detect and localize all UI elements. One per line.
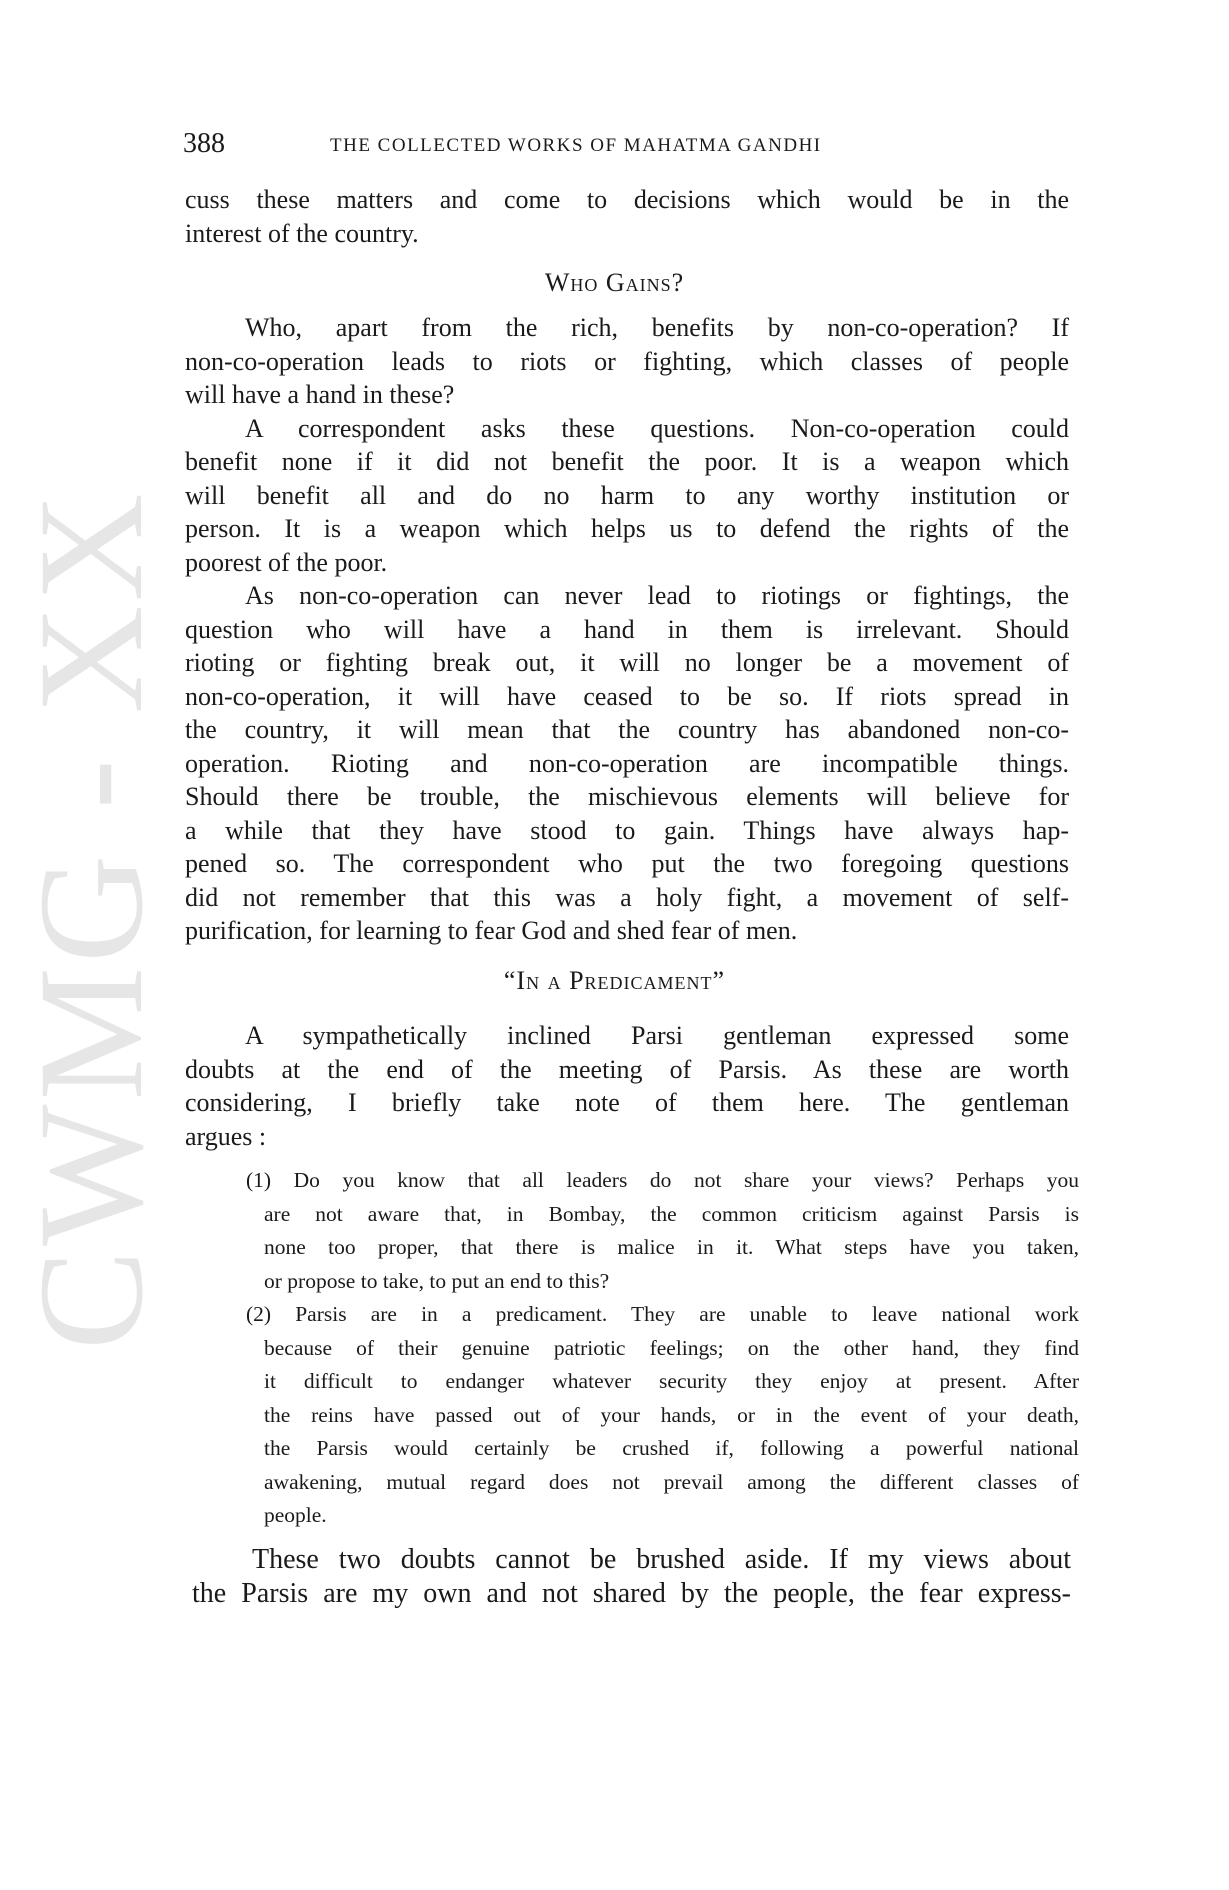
text-line: As non-co-operation can never lead to riotings or fightings, the xyxy=(245,581,1069,610)
quote-line: none too proper, that there is malice in it. What steps have you taken, xyxy=(264,1235,1079,1259)
running-title: THE COLLECTED WORKS OF MAHATMA GANDHI xyxy=(330,135,822,156)
text-line: Should there be trouble, the mischievous elements will believe for xyxy=(185,782,1069,811)
text-line: These two doubts cannot be brushed aside. If my views about xyxy=(252,1544,1071,1575)
text-line: purification, for learning to fear God and shed fear of men. xyxy=(185,916,798,945)
text-line: will benefit all and do no harm to any worthy institution or xyxy=(185,480,1069,510)
quote-line: awakening, mutual regard does not prevail among the different classes of xyxy=(264,1469,1079,1494)
quote-line: the Parsis would certainly be crushed if, following a powerful national xyxy=(264,1436,1079,1460)
text-line: a while that they have stood to gain. Things have always hap- xyxy=(185,815,1069,845)
quoted-argument xyxy=(246,1164,1079,1533)
text-line: non-co-operation, it will have ceased to be so. If riots spread in xyxy=(185,681,1069,711)
page-number: 388 xyxy=(183,128,225,159)
section2-body xyxy=(185,1019,1069,1153)
watermark: CWMG - XX xyxy=(8,489,174,1350)
text-line: argues : xyxy=(185,1121,267,1151)
text-line: will have a hand in these? xyxy=(185,380,455,409)
text-line: the Parsis are my own and not shared by the people, the fear express- xyxy=(192,1578,1071,1609)
final-paragraph xyxy=(192,1543,1071,1611)
text-line: doubts at the end of the meeting of Parsis. As these are worth xyxy=(185,1054,1069,1084)
section-heading-predicament: “In a Predicament” xyxy=(503,966,726,995)
quote-line: or propose to take, to put an end to this? xyxy=(264,1268,610,1293)
quote-line: it difficult to endanger whatever security they enjoy at present. After xyxy=(264,1369,1079,1393)
text-line: the country, it will mean that the country has abandoned non-co- xyxy=(185,715,1069,744)
quote-line: are not aware that, in Bombay, the common criticism against Parsis is xyxy=(264,1201,1079,1226)
text-line: Who, apart from the rich, benefits by non-co-operation? If xyxy=(245,313,1069,342)
text-line: non-co-operation leads to riots or fighting, which classes of people xyxy=(185,346,1069,376)
quote-line: (2) Parsis are in a predicament. They are unable to leave national work xyxy=(246,1302,1079,1326)
quote-line: people. xyxy=(264,1503,327,1527)
text-line: considering, I briefly take note of them here. The gentleman xyxy=(185,1088,1069,1117)
text-line: operation. Rioting and non-co-operation are incompatible things. xyxy=(185,748,1069,778)
text-line: pened so. The correspondent who put the two foregoing questions xyxy=(185,849,1069,878)
text-line: person. It is a weapon which helps us to defend the rights of the xyxy=(185,514,1069,543)
quote-line: the reins have passed out of your hands, or in the event of your death, xyxy=(264,1402,1079,1427)
section1-body xyxy=(185,311,1069,948)
text-line: interest of the country. xyxy=(185,218,419,248)
text-line: poorest of the poor. xyxy=(185,547,388,577)
intro-paragraph xyxy=(185,183,1069,250)
text-line: did not remember that this was a holy fight, a movement of self- xyxy=(185,882,1069,912)
text-line: question who will have a hand in them is irrelevant. Should xyxy=(185,614,1069,644)
text-line: A correspondent asks these questions. Non-co-operation could xyxy=(245,413,1069,443)
text-line: A sympathetically inclined Parsi gentleman expressed some xyxy=(245,1021,1069,1050)
section-heading-who-gains: Who Gains? xyxy=(544,268,685,297)
text-line: cuss these matters and come to decisions which would be in the xyxy=(185,185,1069,214)
quote-line: because of their genuine patriotic feelings; on the other hand, they find xyxy=(264,1335,1079,1360)
text-line: benefit none if it did not benefit the poor. It is a weapon which xyxy=(185,447,1069,476)
text-line: rioting or fighting break out, it will no longer be a movement of xyxy=(185,648,1069,677)
quote-line: (1) Do you know that all leaders do not share your views? Perhaps you xyxy=(246,1168,1079,1192)
